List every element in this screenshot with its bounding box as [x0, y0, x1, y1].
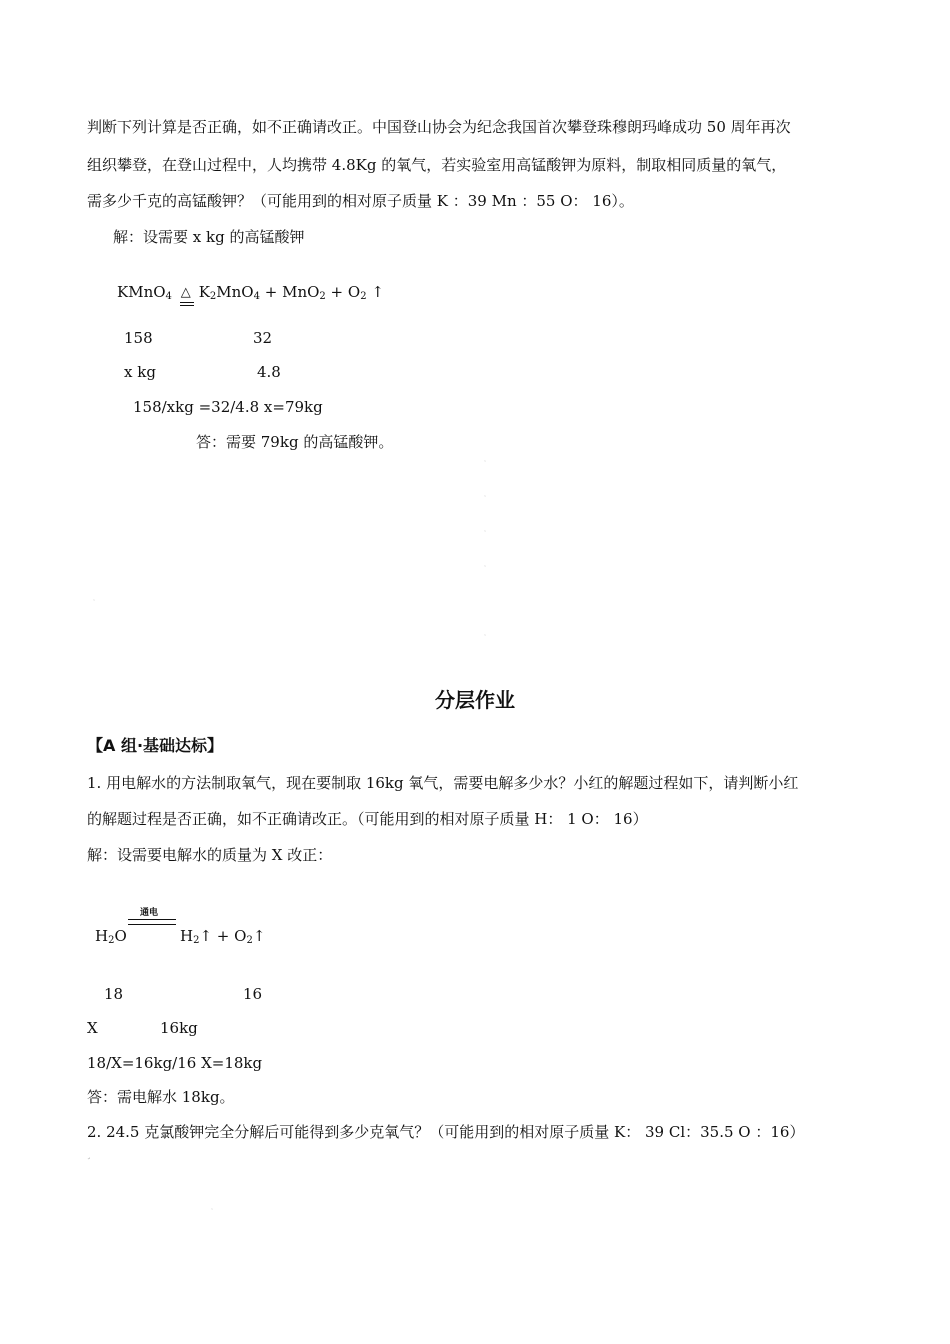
problem-line-3: 需多少千克的高锰酸钾？（可能用到的相对原子质量 K ：39 Mn ：55 O： 16）。 [87, 192, 634, 210]
subscript: 2 [108, 935, 115, 946]
mark: ˜ [484, 565, 486, 570]
q1-given: 16kg [160, 1019, 198, 1037]
subscript: 2 [246, 935, 253, 946]
ratio-line: 158/xkg =32/4.8 x=79kg [133, 398, 323, 416]
subscript: 2 [360, 291, 367, 302]
reactant-subscript: 4 [165, 291, 172, 302]
q1-mass-water: 18 [104, 985, 124, 1003]
electrolysis-condition: 通电 [140, 908, 159, 918]
given-value: 4.8 [257, 363, 281, 381]
reactant: KMnO [117, 283, 166, 301]
heat-icon: △ [180, 285, 191, 300]
formula-part: H [95, 927, 109, 945]
formula-part: ↑ + O [199, 927, 247, 945]
gas-arrow: ↑ [366, 283, 384, 301]
unknown-value: x kg [124, 363, 156, 381]
q1-ratio: 18/X=16kg/16 X=18kg [87, 1054, 263, 1072]
q1-line-2: 的解题过程是否正确，如不正确请改正。（可能用到的相对原子质量 H： 1 O： 16） [87, 810, 648, 828]
problem-line-2: 组织攀登，在登山过程中，人均携带 4.8Kg 的氧气，若实验室用高锰酸钾为原料，制取相同质量的氧气， [87, 156, 787, 174]
product-k2mno4: K [198, 283, 210, 301]
equals-bar-bottom [128, 924, 176, 925]
mark: ˜ [484, 495, 486, 500]
gas-arrow: ↑ [252, 927, 266, 945]
product-o2: + O [325, 283, 361, 301]
group-a-heading: 【A 组·基础达标】 [87, 736, 224, 755]
subscript: 2 [193, 935, 200, 946]
q1-answer: 答：需电解水 18kg。 [87, 1088, 235, 1106]
mark: ˜ [484, 460, 486, 465]
subscript: 2 [319, 291, 326, 302]
equals-bar-top [128, 919, 176, 920]
formula-part: O [114, 927, 127, 945]
q1-mass-o2: 16 [243, 985, 263, 1003]
q1-line-1: 1. 用电解水的方法制取氧气，现在要制取 16kg 氧气，需要电解多少水？小红的解题过程如下，请判断小红 [87, 774, 799, 792]
product-part: MnO [216, 283, 254, 301]
problem-line-1: 判断下列计算是否正确，如不正确请改正。中国登山协会为纪念我国首次攀登珠穆朗玛峰成功 50 周年再次 [87, 118, 791, 136]
mark: ˜ [211, 1208, 213, 1213]
section-title: 分层作业 [435, 688, 515, 712]
q1-solution: 解：设需要电解水的质量为 X 改正： [87, 846, 333, 864]
mark: ˜ [484, 634, 486, 639]
mass-o2: 32 [253, 329, 273, 347]
q2-line-1: 2. 24.5 克氯酸钾完全分解后可能得到多少克氧气？（可能用到的相对原子质量 K： 39 Cl：35.5 O ：16） [87, 1123, 805, 1141]
subscript: 4 [253, 291, 260, 302]
electrolysis-products [180, 926, 265, 946]
product-mno2: + MnO [259, 283, 320, 301]
mark: ↵ [87, 1156, 91, 1161]
solution-intro: 解：设需要 x kg 的高锰酸钾 [113, 228, 305, 246]
subscript: 2 [209, 291, 217, 302]
mark: ˜ [484, 530, 486, 535]
mark: ˜ [93, 599, 95, 604]
formula-part: H [180, 927, 194, 945]
q1-unknown: X [87, 1019, 98, 1037]
equation-kmno4 [117, 282, 384, 302]
water-formula [95, 926, 127, 946]
answer-line: 答：需要 79kg 的高锰酸钾。 [196, 433, 394, 451]
mass-reactant: 158 [124, 329, 153, 347]
